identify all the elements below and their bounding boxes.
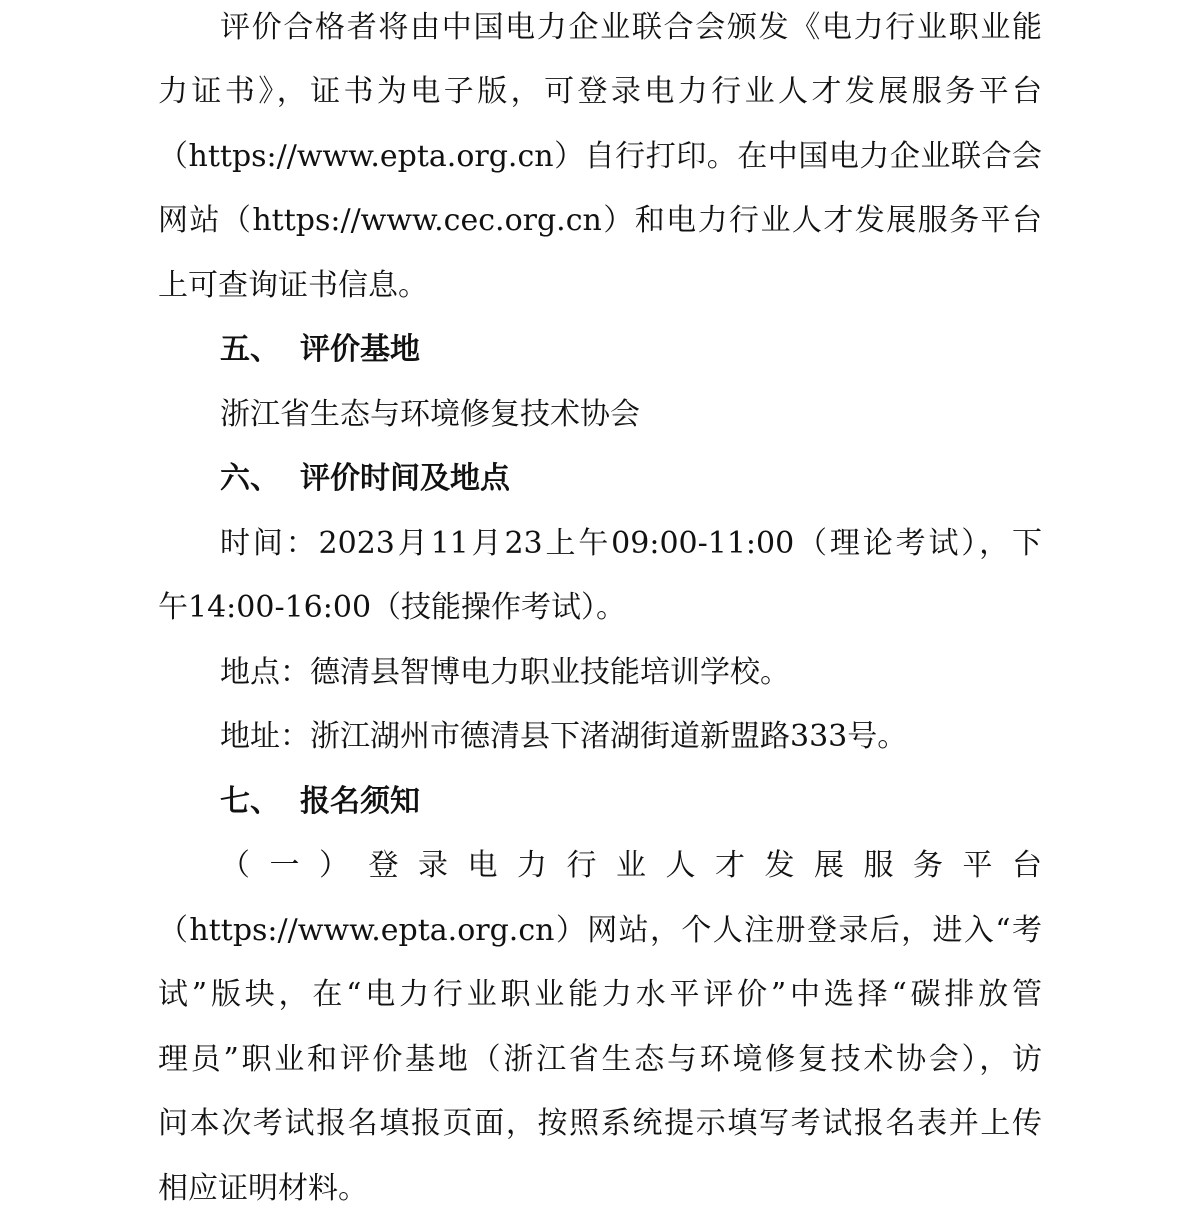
section7-line-6: 相应证明材料。 xyxy=(158,1171,368,1206)
certificate-line-1: 评价合格者将由中国电力企业联合会颁发《电力行业职业能 xyxy=(220,10,1042,45)
section5-heading xyxy=(220,318,1042,382)
section6-heading xyxy=(220,447,1042,511)
section7-line-1: （一）登录电力行业人才发展服务平台 xyxy=(220,848,1042,883)
section6-place: 地点：德清县智博电力职业技能培训学校。 xyxy=(220,655,790,690)
section7-line-3: 试”版块，在“电力行业职业能力水平评价”中选择“碳排放管 xyxy=(158,977,1042,1012)
section7-line-2: （https://www.epta.org.cn）网站，个人注册登录后，进入“考 xyxy=(158,913,1042,948)
section7-number: 七、 xyxy=(220,784,280,819)
certificate-line-2: 力证书》，证书为电子版，可登录电力行业人才发展服务平台 xyxy=(158,74,1042,109)
section5-body: 浙江省生态与环境修复技术协会 xyxy=(220,397,640,432)
section6-time-line-2: 午14:00-16:00（技能操作考试）。 xyxy=(158,590,627,625)
certificate-line-4: 网站（https://www.cec.org.cn）和电力行业人才发展服务平台 xyxy=(158,203,1042,238)
section6-address: 地址：浙江湖州市德清县下渚湖街道新盟路333号。 xyxy=(220,719,908,754)
section5-number: 五、 xyxy=(220,332,280,367)
section5-title: 评价基地 xyxy=(300,332,420,367)
section7-title: 报名须知 xyxy=(300,784,420,819)
certificate-line-3: （https://www.epta.org.cn）自行打印。在中国电力企业联合会 xyxy=(158,139,1042,174)
section6-time-line-1: 时间：2023月11月23上午09:00-11:00（理论考试），下 xyxy=(220,526,1042,561)
section6-title: 评价时间及地点 xyxy=(300,461,510,496)
section7-line-5: 问本次考试报名填报页面，按照系统提示填写考试报名表并上传 xyxy=(158,1106,1042,1141)
section7-heading xyxy=(220,770,1042,834)
section7-line-4: 理员”职业和评价基地（浙江省生态与环境修复技术协会），访 xyxy=(158,1042,1042,1077)
section6-number: 六、 xyxy=(220,461,280,496)
certificate-line-5: 上可查询证书信息。 xyxy=(158,268,428,303)
